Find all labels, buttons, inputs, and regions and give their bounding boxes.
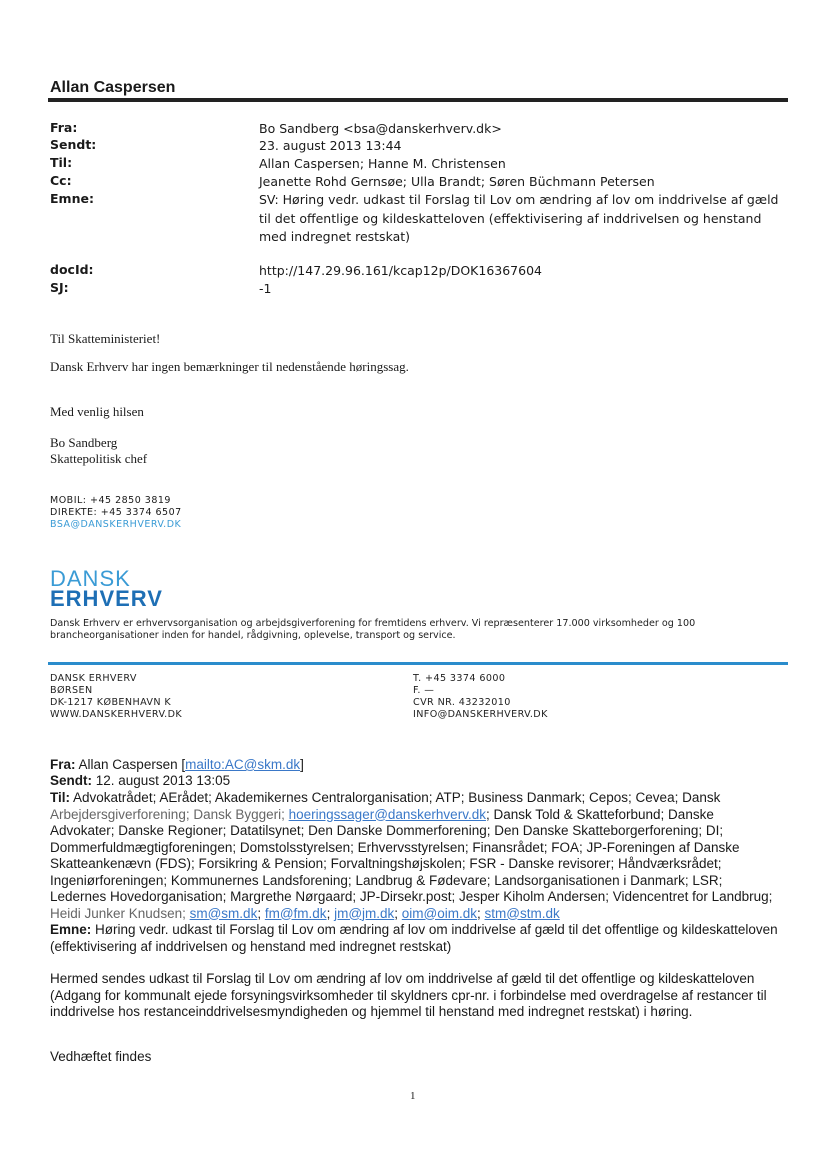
- logo-erhverv: ERHVERV: [50, 586, 163, 611]
- sent-value: 23. august 2013 13:44: [259, 138, 402, 153]
- fwd-from-line: Fra: Allan Caspersen [mailto:AC@skm.dk]: [50, 757, 304, 772]
- fwd-to-label: Til:: [50, 790, 70, 805]
- page-number: 1: [410, 1090, 416, 1102]
- fwd-to-link-hoeringssager[interactable]: hoeringssager@danskerhverv.dk: [288, 806, 486, 822]
- subject-value: SV: Høring vedr. udkast til Forslag til Lov om ændring af lov om inddrivelse af gæld til det offentlige og kildeskatteloven (effektivisering af inddrivelsen og henstand med indregnet restskat): [259, 192, 779, 244]
- page-title: Allan Caspersen: [50, 79, 176, 96]
- fwd-to-part4: Heidi Junker Knudsen;: [50, 905, 186, 921]
- cc-value: Jeanette Rohd Gernsøe; Ulla Brandt; Søren Büchmann Petersen: [259, 174, 655, 189]
- to-value: Allan Caspersen; Hanne M. Christensen: [259, 156, 506, 171]
- fwd-sent-label: Sendt:: [50, 773, 92, 788]
- fwd-to-link-sm[interactable]: sm@sm.dk: [189, 905, 258, 921]
- address-cvr: CVR NR. 43232010: [413, 697, 511, 708]
- fwd-from-name: Allan Caspersen: [78, 757, 178, 772]
- docid-value[interactable]: http://147.29.96.161/kcap12p/DOK16367604: [259, 263, 542, 278]
- fwd-to-part1: Advokatrådet; AErådet; Akademikernes Centralorganisation; ATP; Business Danmark; Cepos; Cevea; Dansk: [73, 790, 721, 805]
- fwd-to-part2: Arbejdersgiverforening; Dansk Byggeri;: [50, 806, 285, 822]
- fwd-to-link-fm[interactable]: fm@fm.dk: [264, 905, 327, 921]
- fwd-from-label: Fra:: [50, 757, 76, 772]
- reply-text: Dansk Erhverv har ingen bemærkninger til nedenstående høringssag.: [50, 359, 409, 374]
- fwd-sent-line: [50, 773, 780, 790]
- address-city: DK-1217 KØBENHAVN K: [50, 697, 172, 708]
- reply-closing: Med venlig hilsen: [50, 404, 144, 419]
- address-org: DANSK ERHVERV: [50, 673, 137, 684]
- fwd-sent-value: 12. august 2013 13:05: [95, 773, 231, 788]
- logo-dansk: DANSK: [50, 566, 131, 591]
- fwd-to-link-stm[interactable]: stm@stm.dk: [484, 905, 560, 921]
- address-street: BØRSEN: [50, 685, 93, 696]
- docid-label: docId:: [50, 262, 94, 277]
- address-phone: T. +45 3374 6000: [413, 673, 506, 684]
- to-label: Til:: [50, 155, 73, 170]
- cc-label: Cc:: [50, 173, 72, 188]
- sig-email-link[interactable]: BSA@DANSKERHVERV.DK: [50, 519, 182, 530]
- title-divider: [48, 98, 788, 102]
- fwd-to-block: Til: Advokatrådet; AErådet; Akademikernes Centralorganisation; ATP; Business Danmark; Cepos; Cevea; Dansk Arbejdersgiverforening; Dansk Byggeri; hoeringssager@danskerhverv.dk; Dansk Told & Skatteforbund; Danske Advokater; Danske Regioner; Datatilsynet; Den Danske Dommerforening; Den Danske Skatteborgerforening; DI; Dommerfuldmægtigforeningen; Domstolsstyrelsen; Erhvervsstyrelsen; Finansrådet; FOA; JP-Foreningen af Danske Skatteankenævn (FDS); Forsikring & Pension; Forvaltningshøjskolen; FSR - Danske revisorer; Håndværksrådet; Ingeniørforeningen; Kommunernes Landsforening; Landbrug & Fødevare; Landsorganisationen i Danmark; LSR; Ledernes Hovedorganisation; Margrethe Nørgaard; JP-Dirsekr.post; Jesper Kiholm Andersen; Videncentret for Landbrug; Heidi Junker Knudsen; sm@sm.dk; fm@fm.dk; jm@jm.dk; oim@oim.dk; stm@stm.dk: [50, 790, 773, 921]
- sj-value: -1: [259, 281, 272, 296]
- sig-direct: DIREKTE: +45 3374 6507: [50, 507, 182, 518]
- fwd-attached: Vedhæftet findes: [50, 1049, 152, 1064]
- subject-label: Emne:: [50, 191, 94, 206]
- address-fax: F. —: [413, 685, 435, 696]
- address-info-link[interactable]: INFO@DANSKERHVERV.DK: [413, 709, 548, 720]
- reply-greeting: Til Skatteministeriet!: [50, 331, 161, 346]
- sig-mobile: MOBIL: +45 2850 3819: [50, 495, 171, 506]
- fwd-subject-label: Emne:: [50, 922, 92, 937]
- address-divider: [48, 662, 788, 665]
- fwd-to-part3: ; Dansk Told & Skatteforbund; Danske Advokater; Danske Regioner; Datatilsynet; Den Danske Dommerforening; Den Danske Skatteborgerforening; DI; Dommerfuldmægtigforeningen; Domstolsstyrelsen; Erhvervsstyrelsen; Finansrådet; FOA; JP-Foreningen af Danske Skatteankenævn (FDS); Forsikring & Pension; Forvaltningshøjskolen; FSR - Danske revisorer; Håndværksrådet; Ingeniørforeningen; Kommunernes Landsforening; Landbrug & Fødevare; Landsorganisationen i Danmark; LSR; Ledernes Hovedorganisation; Margrethe Nørgaard; JP-Dirsekr.post; Jesper Kiholm Andersen; Videncentret for Landbrug;: [50, 806, 773, 904]
- fwd-subject-value: Høring vedr. udkast til Forslag til Lov om ændring af lov om inddrivelse af gæld til det offentlige og kildeskatteloven (effektivisering af inddrivelsen og henstand med indregnet restskat): [50, 922, 778, 954]
- from-label: Fra:: [50, 120, 78, 135]
- fwd-to-link-oim[interactable]: oim@oim.dk: [401, 905, 478, 921]
- fwd-to-link-jm[interactable]: jm@jm.dk: [334, 905, 395, 921]
- fwd-body: Hermed sendes udkast til Forslag til Lov om ændring af lov om inddrivelse af gæld til det offentlige og kildeskatteloven (Adgang for kommunalt ejede forsyningsvirksomheder til skyldners cpr-nr. i forbindelse med overdragelse af restancer til inddrivelse hos restanceinddrivelsesmyndigheden og hjemmel til henstand med indregnet restskat) i høring.: [50, 971, 767, 1019]
- address-web-link[interactable]: WWW.DANSKERHVERV.DK: [50, 709, 183, 720]
- from-value: Bo Sandberg <bsa@danskerhverv.dk>: [259, 121, 502, 136]
- signer-role: Skattepolitisk chef: [50, 451, 148, 466]
- sj-label: SJ:: [50, 280, 69, 295]
- fwd-subject-block: [50, 922, 780, 955]
- signer-name: Bo Sandberg: [50, 435, 118, 450]
- sent-label: Sendt:: [50, 137, 97, 152]
- fwd-from-mailto-link[interactable]: mailto:AC@skm.dk: [185, 757, 301, 772]
- org-description: Dansk Erhverv er erhvervsorganisation og arbejdsgiverforening for fremtidens erhverv. Vi repræsenterer 17.000 virksomheder og 100 brancheorganisationer inden for handel, rådgivning, oplevelse, transport og service.: [50, 618, 696, 641]
